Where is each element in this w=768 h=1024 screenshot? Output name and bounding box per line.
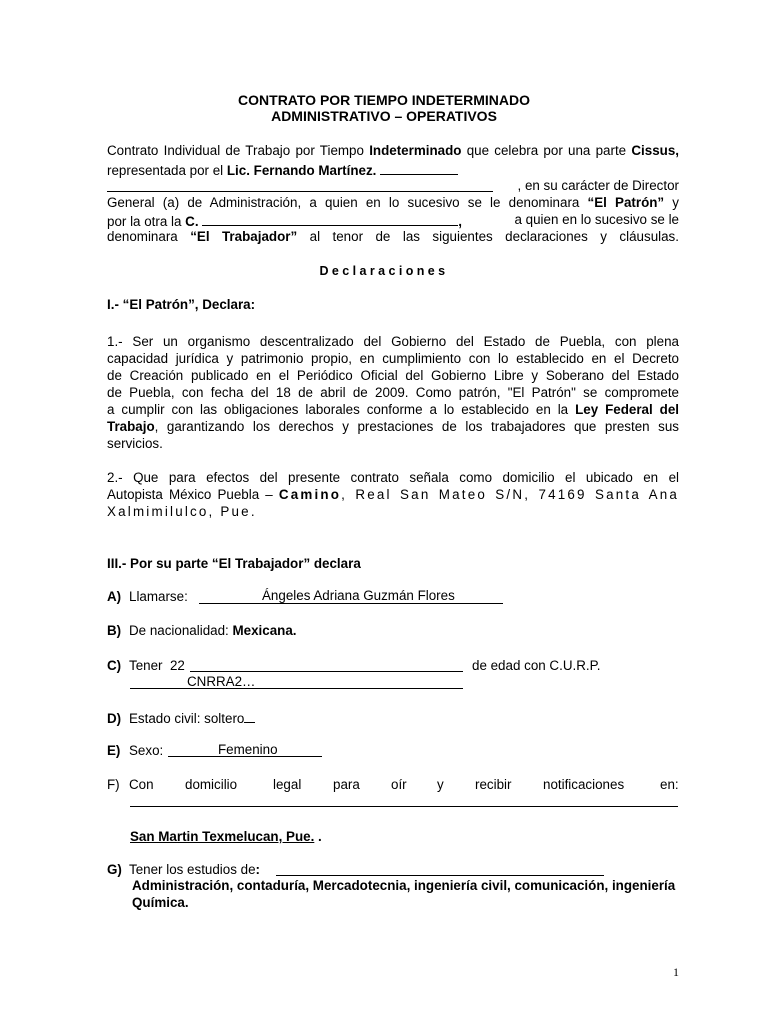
field-c-value[interactable]: 22 xyxy=(169,658,185,673)
field-e-row: E) Sexo: xyxy=(107,743,164,758)
field-f-underline xyxy=(130,806,678,807)
intro-line-5-end: a quien en lo sucesivo se le xyxy=(514,212,679,227)
field-c-curp-value[interactable]: CNRRA2… xyxy=(187,674,256,689)
field-c-underline xyxy=(190,671,463,672)
section-1-p2-line2: Autopista México Puebla – Camino, Real San Mateo S/N, 74169 Santa Ana xyxy=(107,487,679,502)
document-title-line2: ADMINISTRATIVO – OPERATIVOS xyxy=(271,108,497,124)
intro-line-2: representada por el Lic. Fernando Martínez. xyxy=(107,160,458,180)
section-1-p1-line7: servicios. xyxy=(107,436,163,451)
section-1-p1-line2: capacidad jurídica y patrimonio propio, en cumplimiento con lo establecido en el Decreto xyxy=(107,351,679,366)
field-f-value-row: San Martin Texmelucan, Pue. . xyxy=(130,829,322,844)
field-a-row: A) Llamarse: xyxy=(107,589,188,604)
field-f-value[interactable]: San Martin Texmelucan, Pue. xyxy=(130,829,315,844)
section-1-p1-line6: Trabajo, garantizando los derechos y prestaciones de los trabajadores que presten sus xyxy=(107,419,679,434)
field-c-row: C) Tener 22 xyxy=(107,658,185,673)
field-f-word: domicilio xyxy=(185,777,238,792)
intro-line-3: , en su carácter de Director xyxy=(517,178,679,193)
field-d-row: D) Estado civil: soltero xyxy=(107,708,255,728)
field-b-row: B) De nacionalidad: Mexicana. xyxy=(107,623,297,638)
document-title-line1: CONTRATO POR TIEMPO INDETERMINADO xyxy=(238,92,530,108)
field-f-word: oír xyxy=(391,777,407,792)
intro-line-1: Contrato Individual de Trabajo por Tiempo Indeterminado que celebra por una parte Cissus, xyxy=(107,143,679,158)
field-f-word: Con xyxy=(129,777,154,792)
section-1-p2-line3: Xalmimilulco, Pue. xyxy=(107,504,257,519)
section-1-p1-line1: 1.- Ser un organismo descentralizado del Gobierno del Estado de Puebla, con plena xyxy=(107,334,679,349)
intro-line-5: por la otra la C. , xyxy=(107,211,462,231)
blank-line xyxy=(202,211,458,226)
section-1-p1-line3: de Creación publicado en el Periódico Oficial del Gobierno Libre y Soberano del Estado xyxy=(107,368,679,383)
section-1-p1-line5: a cumplir con las obligaciones laborales conforme a lo establecido en la Ley Federal del xyxy=(107,402,679,417)
page-number: 1 xyxy=(673,965,679,979)
field-b-value[interactable]: Mexicana. xyxy=(232,623,297,638)
section-1-p2-line1: 2.- Que para efectos del presente contrato señala como domicilio el ubicado en el xyxy=(107,470,679,485)
field-e-value[interactable]: Femenino xyxy=(218,742,278,757)
field-g-value-line2[interactable]: Química. xyxy=(132,895,189,910)
intro-line-6: denominara “El Trabajador” al tenor de las siguientes declaraciones y cláusulas. xyxy=(107,229,679,244)
field-f-word: recibir xyxy=(475,777,512,792)
declaraciones-heading: Declaraciones xyxy=(319,264,449,278)
field-a-value[interactable]: Ángeles Adriana Guzmán Flores xyxy=(262,588,455,603)
field-g-underline xyxy=(276,875,604,876)
blank-line xyxy=(107,191,493,192)
section-3-heading: III.- Por su parte “El Trabajador” declara xyxy=(107,556,361,571)
field-f-word: legal xyxy=(273,777,302,792)
blank-line xyxy=(380,160,458,175)
field-f-word: en: xyxy=(660,777,679,792)
blank-line xyxy=(244,708,255,723)
field-c-curp-underline xyxy=(130,688,463,689)
field-f-word: para xyxy=(333,777,360,792)
field-f-word: notificaciones xyxy=(543,777,625,792)
field-f-word: y xyxy=(437,777,444,792)
field-g-value-line1[interactable]: Administración, contaduría, Mercadotecnia, ingeniería civil, comunicación, ingeniería xyxy=(132,878,676,893)
field-c-text2: de edad con C.U.R.P. xyxy=(472,658,601,673)
section-1-p1-line4: de Puebla, con fecha del 18 de abril de 2009. Como patrón, "El Patrón" se compromete xyxy=(107,385,679,400)
field-f-label: F) xyxy=(107,777,120,792)
section-1-heading: I.- “El Patrón”, Declara: xyxy=(107,297,256,312)
intro-line-4: General (a) de Administración, a quien en lo sucesivo se le denominara “El Patrón” y xyxy=(107,195,679,210)
field-g-row: G) Tener los estudios de: xyxy=(107,862,261,877)
